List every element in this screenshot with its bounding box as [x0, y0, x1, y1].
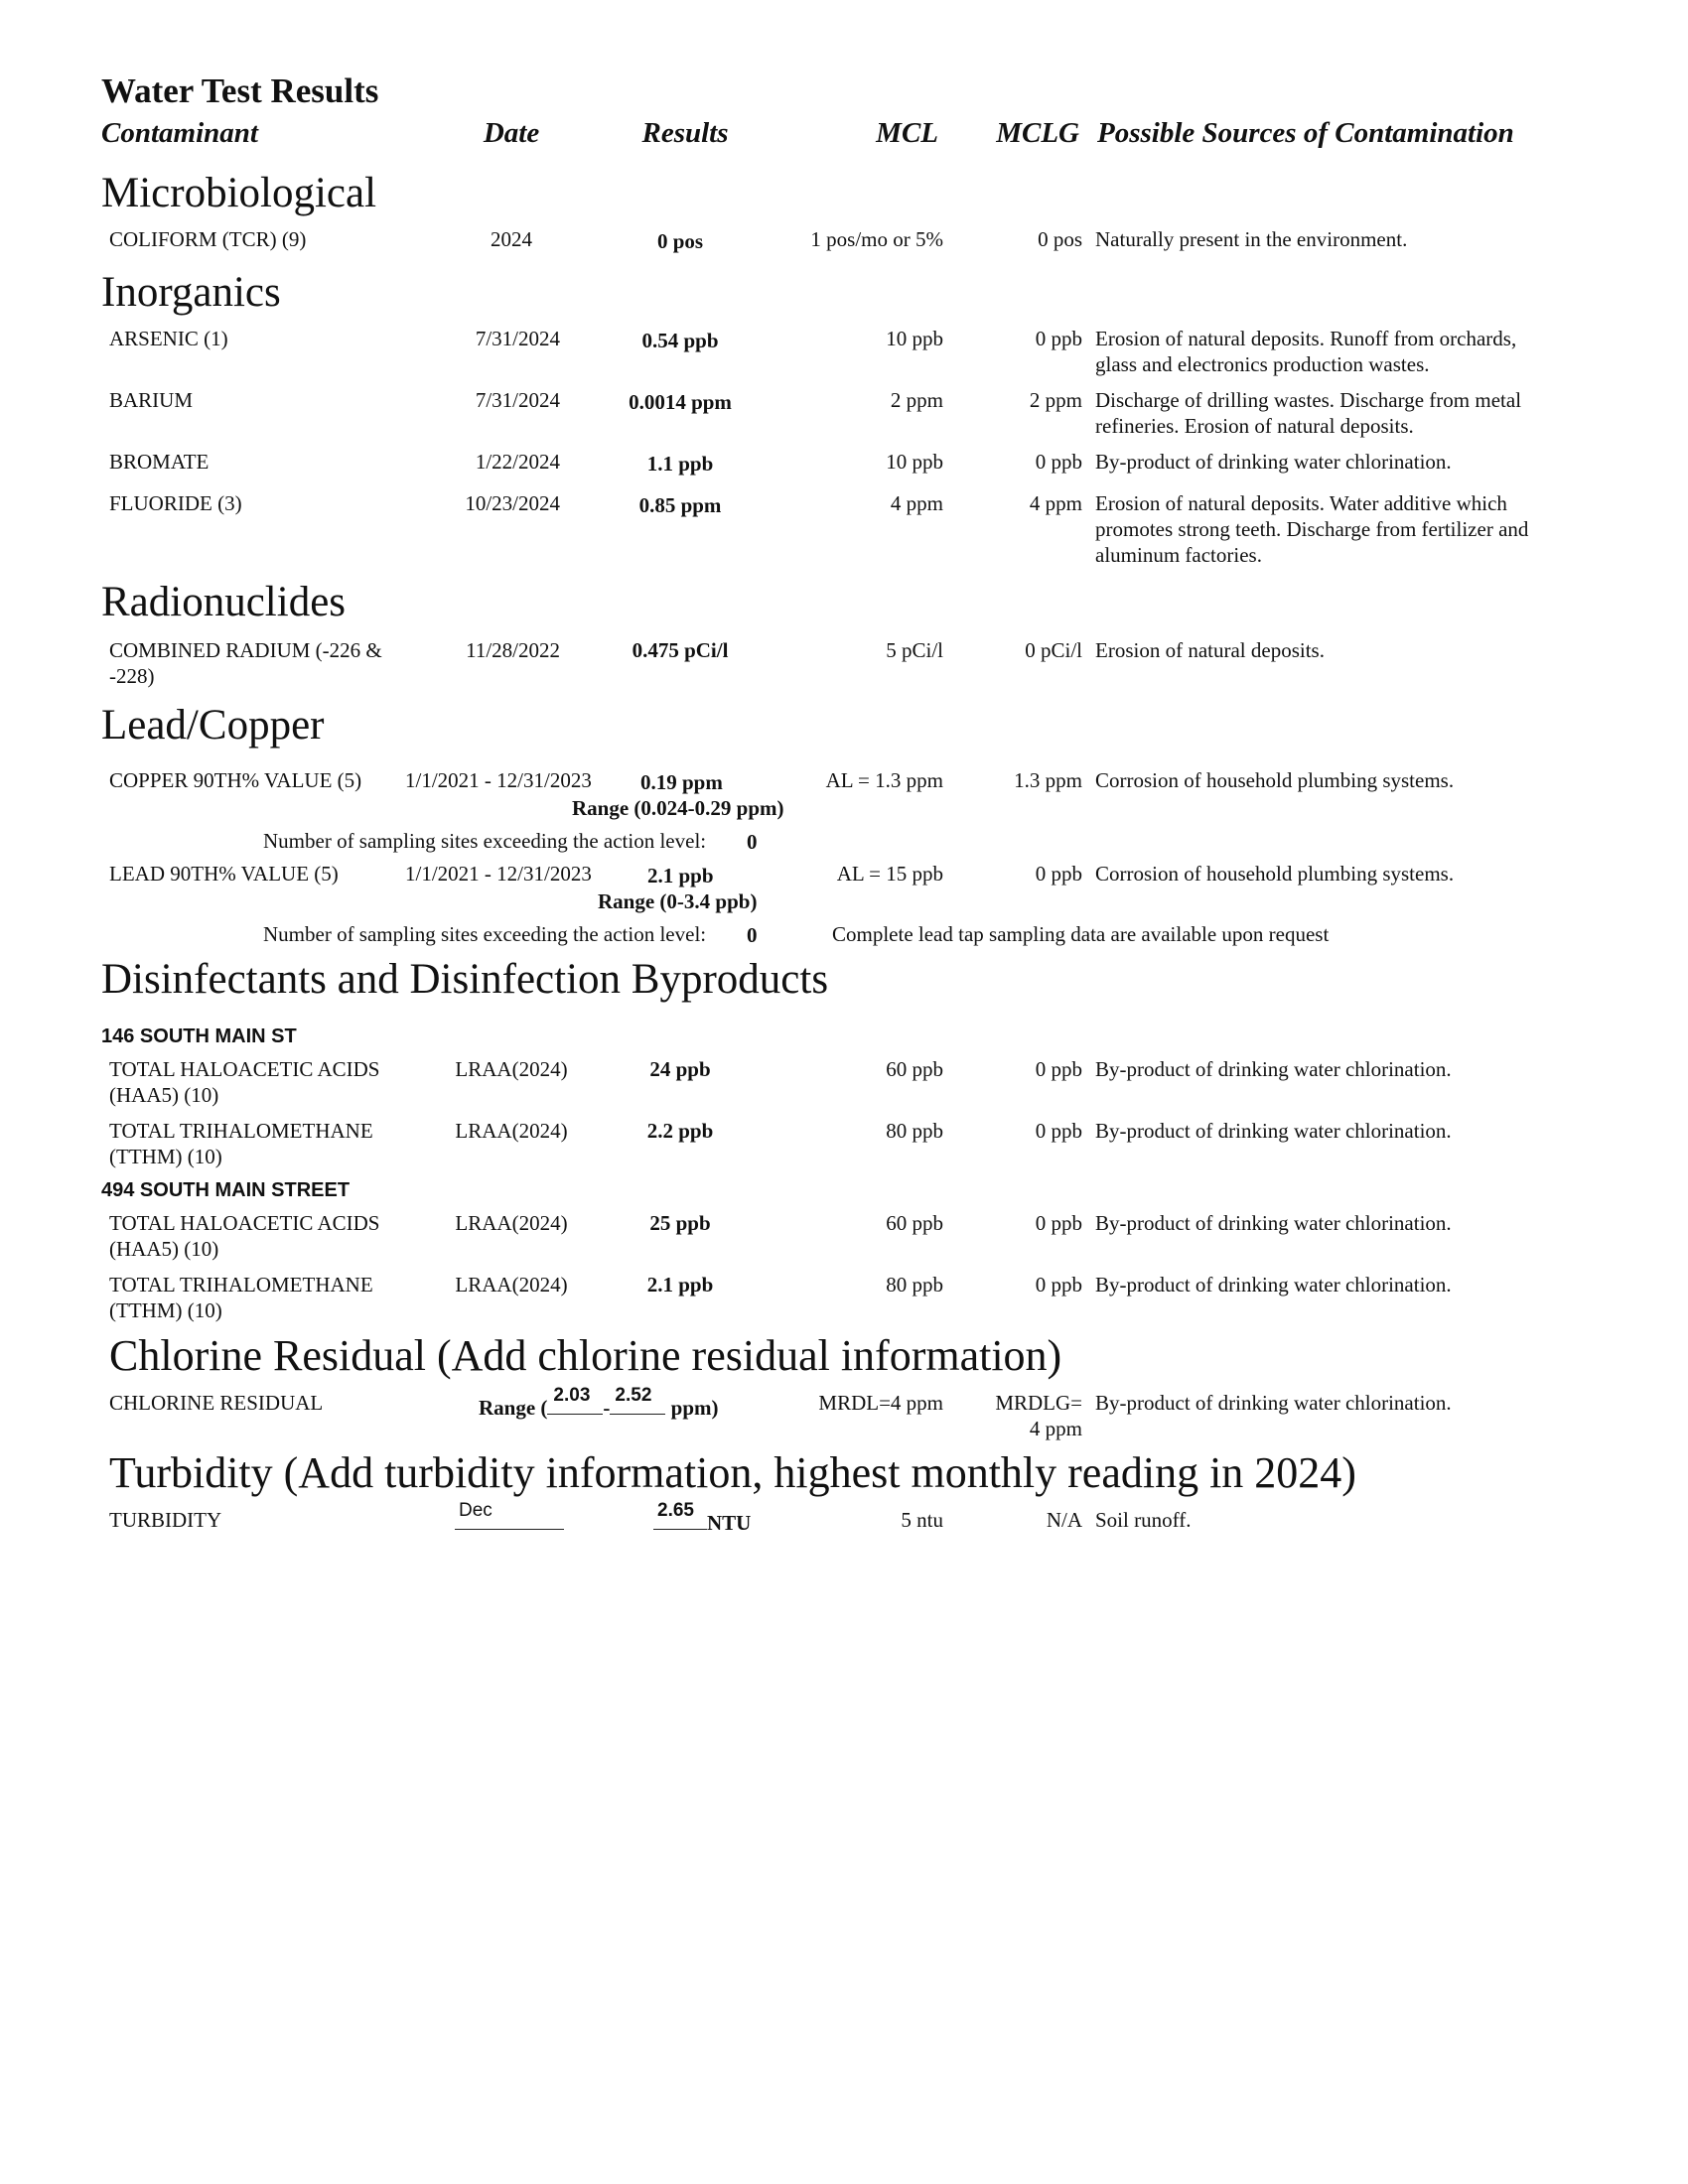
chlorine-range: [479, 1385, 719, 1421]
contamination-source: By-product of drinking water chlorination.: [1095, 1057, 1452, 1081]
sample-date: 1/1/2021 - 12/31/2023: [405, 768, 592, 792]
header-contaminant: Contaminant: [101, 117, 258, 149]
mclg-line-2: 4 ppm: [1029, 1417, 1082, 1440]
section-turbidity: Turbidity (Add turbidity information, highest monthly reading in 2024): [109, 1448, 1356, 1497]
mclg-value: 0 ppb: [1035, 450, 1082, 474]
contamination-source: Soil runoff.: [1095, 1508, 1192, 1532]
mcl-value: 10 ppb: [886, 327, 943, 350]
sample-date: 10/23/2024: [465, 491, 560, 515]
exceed-value: 0: [747, 830, 758, 854]
result-value: 0.19 ppm: [640, 770, 723, 794]
range-separator: -: [603, 1396, 611, 1420]
contamination-source: Discharge of drilling wastes. Discharge from metal refineries. Erosion of natural deposits.: [1095, 388, 1522, 438]
mcl-value: MRDL=4 ppm: [818, 1391, 943, 1415]
result-range: Range (0.024-0.29 ppm): [572, 796, 784, 820]
result-value: 0.85 ppm: [638, 493, 722, 517]
mclg-value: 1.3 ppm: [1014, 768, 1082, 792]
section-lead-copper: Lead/Copper: [101, 702, 325, 749]
turbidity-result: [653, 1500, 752, 1536]
result-value: 0.0014 ppm: [629, 390, 732, 414]
contaminant-name: LEAD 90TH% VALUE (5): [109, 862, 339, 886]
contamination-source: Corrosion of household plumbing systems.: [1095, 768, 1455, 792]
mcl-value: 5 pCi/l: [886, 638, 943, 662]
contaminant-name: TURBIDITY: [109, 1508, 222, 1532]
lead-sampling-note: Complete lead tap sampling data are available upon request: [832, 922, 1330, 946]
mclg-line-1: MRDLG=: [995, 1391, 1082, 1415]
page-title: Water Test Results: [101, 71, 379, 110]
range-suffix: ppm): [670, 1396, 719, 1420]
range-high-field[interactable]: [610, 1385, 665, 1415]
result-value: 2.1 ppb: [647, 864, 714, 887]
header-sources: Possible Sources of Contamination: [1097, 117, 1514, 149]
result-value: 24 ppb: [649, 1057, 711, 1081]
result-value: 0.475 pCi/l: [632, 638, 729, 662]
contaminant-name: TOTAL HALOACETIC ACIDS (HAA5) (10): [109, 1211, 380, 1261]
mcl-value: 80 ppb: [886, 1119, 943, 1143]
turbidity-month-value: Dec: [459, 1500, 492, 1521]
mcl-value: 2 ppm: [890, 388, 943, 412]
mclg-value: 0 pos: [1038, 227, 1082, 251]
result-value: 2.2 ppb: [646, 1119, 714, 1143]
exceed-label: Number of sampling sites exceeding the action level:: [263, 922, 707, 946]
header-mclg: MCLG: [996, 117, 1079, 149]
turbidity-month-field[interactable]: [455, 1500, 564, 1530]
sample-date: 2024: [491, 227, 532, 251]
section-inorganics: Inorganics: [101, 269, 281, 316]
range-prefix: Range (: [479, 1396, 548, 1420]
sample-date: LRAA(2024): [455, 1119, 568, 1143]
sample-date: LRAA(2024): [455, 1057, 568, 1081]
range-low-field[interactable]: [547, 1385, 603, 1415]
contaminant-name: CHLORINE RESIDUAL: [109, 1391, 324, 1415]
sample-date: LRAA(2024): [455, 1211, 568, 1235]
mclg-value: 4 ppm: [1029, 491, 1082, 515]
mcl-value: 80 ppb: [886, 1273, 943, 1297]
contamination-source: Naturally present in the environment.: [1095, 227, 1408, 251]
header-results: Results: [641, 117, 729, 149]
mcl-value: 10 ppb: [886, 450, 943, 474]
header-date: Date: [483, 117, 540, 149]
range-high-value: 2.52: [615, 1385, 652, 1406]
section-radionuclides: Radionuclides: [101, 579, 347, 625]
mclg-value: 2 ppm: [1029, 388, 1082, 412]
section-chlorine-residual: Chlorine Residual (Add chlorine residual information): [109, 1331, 1062, 1380]
contamination-source: By-product of drinking water chlorination.: [1095, 1211, 1452, 1235]
contamination-source: By-product of drinking water chlorination.: [1095, 1273, 1452, 1297]
contaminant-name: BROMATE: [109, 450, 210, 474]
mcl-value: 60 ppb: [886, 1211, 943, 1235]
mclg-value: 0 ppb: [1035, 862, 1082, 886]
mclg-value: N/A: [1046, 1508, 1082, 1532]
contaminant-name: TOTAL TRIHALOMETHANE (TTHM) (10): [109, 1273, 373, 1322]
contaminant-name: TOTAL HALOACETIC ACIDS (HAA5) (10): [109, 1057, 380, 1107]
contaminant-name: FLUORIDE (3): [109, 491, 242, 515]
exceed-label: Number of sampling sites exceeding the action level:: [263, 829, 707, 853]
contamination-source: Erosion of natural deposits. Runoff from orchards, glass and electronics production wastes.: [1095, 327, 1517, 376]
header-mcl: MCL: [876, 117, 938, 149]
contaminant-name: ARSENIC (1): [109, 327, 228, 350]
mcl-value: 60 ppb: [886, 1057, 943, 1081]
turbidity-value-field[interactable]: [653, 1500, 707, 1530]
result-value: 1.1 ppb: [646, 452, 714, 476]
contaminant-name: COLIFORM (TCR) (9): [109, 227, 307, 251]
range-low-value: 2.03: [553, 1385, 591, 1406]
exceed-value: 0: [747, 923, 758, 947]
mclg-value: 0 pCi/l: [1025, 638, 1082, 662]
mcl-value: AL = 1.3 ppm: [825, 768, 943, 792]
site-heading-494: 494 SOUTH MAIN STREET: [101, 1179, 351, 1201]
mclg-value: 0 ppb: [1035, 327, 1082, 350]
mcl-value: AL = 15 ppb: [836, 862, 943, 886]
result-value: 2.1 ppb: [646, 1273, 714, 1297]
site-heading-146: 146 SOUTH MAIN ST: [101, 1025, 297, 1047]
contaminant-name: BARIUM: [109, 388, 194, 412]
mcl-value: 5 ntu: [901, 1508, 943, 1532]
sample-date: 1/22/2024: [475, 450, 560, 474]
sample-date: 7/31/2024: [475, 327, 560, 350]
result-value: 25 ppb: [649, 1211, 711, 1235]
contamination-source: Erosion of natural deposits. Water additive which promotes strong teeth. Discharge from fertilizer and aluminum factories.: [1095, 491, 1529, 567]
contamination-source: By-product of drinking water chlorination.: [1095, 1119, 1452, 1143]
contamination-source: By-product of drinking water chlorination.: [1095, 1391, 1452, 1415]
turbidity-unit: NTU: [707, 1511, 752, 1535]
mclg-value: 0 ppb: [1035, 1119, 1082, 1143]
sample-date: LRAA(2024): [455, 1273, 568, 1297]
contamination-source: By-product of drinking water chlorination.: [1095, 450, 1452, 474]
contaminant-name: TOTAL TRIHALOMETHANE (TTHM) (10): [109, 1119, 373, 1168]
section-disinfectants: Disinfectants and Disinfection Byproducts: [101, 956, 829, 1003]
result-range: Range (0-3.4 ppb): [598, 889, 758, 913]
result-value: 0 pos: [656, 229, 704, 253]
contaminant-name: COMBINED RADIUM (-226 & -228): [109, 638, 382, 688]
mclg-value: 0 ppb: [1035, 1211, 1082, 1235]
contamination-source: Corrosion of household plumbing systems.: [1095, 862, 1455, 886]
contaminant-name: COPPER 90TH% VALUE (5): [109, 768, 362, 792]
turbidity-month-wrap: [455, 1500, 564, 1536]
mclg-value: 0 ppb: [1035, 1057, 1082, 1081]
mcl-value: 4 ppm: [890, 491, 943, 515]
mcl-value: 1 pos/mo or 5%: [810, 227, 943, 251]
sample-date: 7/31/2024: [475, 388, 560, 412]
sample-date: 1/1/2021 - 12/31/2023: [405, 862, 592, 886]
sample-date: 11/28/2022: [466, 638, 560, 662]
mclg-value: 0 ppb: [1035, 1273, 1082, 1297]
result-value: 0.54 ppb: [641, 329, 719, 352]
turbidity-value: 2.65: [657, 1500, 694, 1521]
contamination-source: Erosion of natural deposits.: [1095, 638, 1325, 662]
section-microbiological: Microbiological: [101, 170, 377, 216]
